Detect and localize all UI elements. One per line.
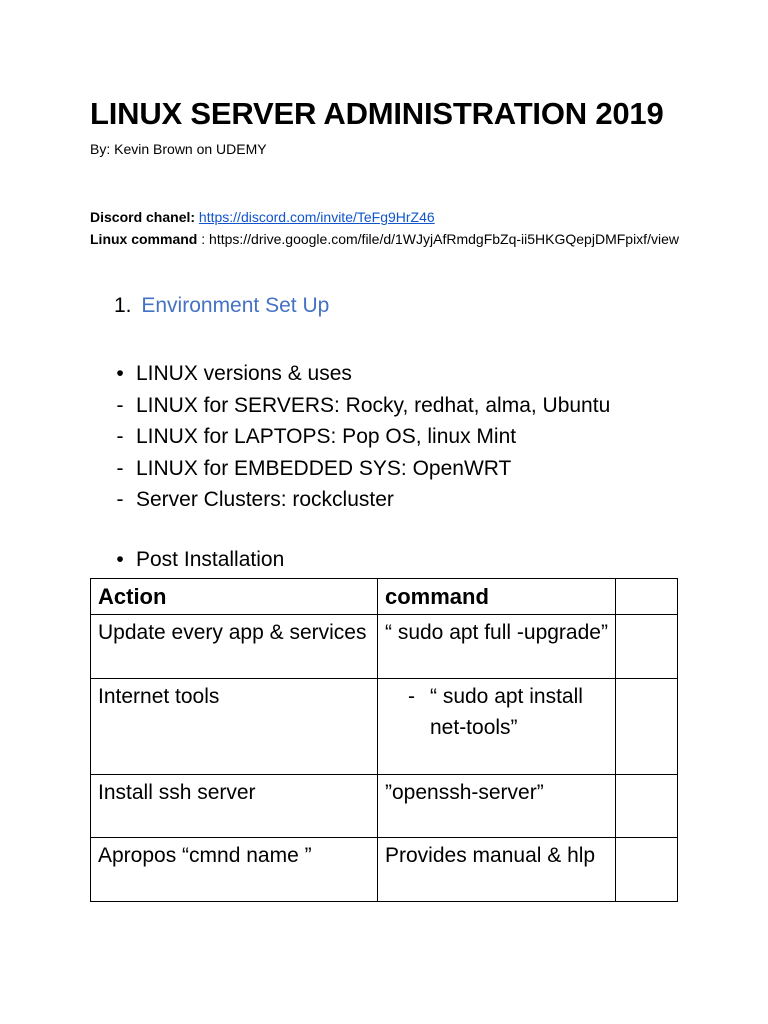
list-item-text: LINUX for LAPTOPS: Pop OS, linux Mint xyxy=(136,425,517,448)
table-cell-empty xyxy=(616,838,678,902)
discord-link[interactable]: https://discord.com/invite/TeFg9HrZ46 xyxy=(198,209,435,225)
list-item-text: LINUX for SERVERS: Rocky, redhat, alma, Ubuntu xyxy=(136,393,611,417)
post-installation-item xyxy=(112,548,284,572)
table-cell-empty xyxy=(616,775,678,838)
document-title: LINUX SERVER ADMINISTRATION 2019 xyxy=(90,96,664,131)
linux-command-line xyxy=(90,228,690,250)
list-item xyxy=(112,358,610,390)
list-item xyxy=(112,453,610,485)
list-item xyxy=(112,484,610,516)
dash-marker: - xyxy=(408,685,415,708)
dash-marker: - xyxy=(116,393,124,417)
author-byline: By: Kevin Brown on UDEMY xyxy=(90,141,267,157)
bullet-marker: • xyxy=(116,548,124,571)
table-cell-command: “ sudo apt full -upgrade” xyxy=(378,615,616,679)
table-row xyxy=(91,679,678,775)
table-cell-empty xyxy=(616,615,678,679)
dash-marker: - xyxy=(116,488,124,511)
dash-marker: - xyxy=(116,425,124,448)
table-cell-command xyxy=(378,679,616,775)
table-row xyxy=(91,838,678,902)
section-title: Environment Set Up xyxy=(141,294,330,317)
table-cell-action: Apropos “cmnd name ” xyxy=(91,838,378,902)
section-heading xyxy=(114,294,329,318)
table-cell-command: Provides manual & hlp xyxy=(378,838,616,902)
links-block xyxy=(90,206,690,250)
list-item xyxy=(112,421,610,453)
table-cell-command-text: “ sudo apt install net-tools” xyxy=(430,685,583,739)
table-cell-action: Update every app & services xyxy=(91,615,378,679)
linux-command-url: https://drive.google.com/file/d/1WJyjAfRmdgFbZq-ii5HKGQepjDMFpixf/view xyxy=(209,231,679,247)
discord-line xyxy=(90,206,690,228)
linux-command-label: Linux command xyxy=(90,231,198,247)
section-number: 1. xyxy=(114,294,132,317)
list-item xyxy=(112,390,610,422)
linux-versions-list xyxy=(112,358,610,516)
table-cell-command: ”openssh-server” xyxy=(378,775,616,838)
list-item-text: LINUX for EMBEDDED SYS: OpenWRT xyxy=(136,456,512,480)
header-command: command xyxy=(378,579,616,615)
post-installation-table xyxy=(90,578,678,902)
table-cell-action: Install ssh server xyxy=(91,775,378,838)
list-item-text: LINUX versions & uses xyxy=(136,362,352,385)
linux-command-separator: : xyxy=(197,231,210,247)
bullet-marker: • xyxy=(116,362,124,385)
discord-label: Discord chanel: xyxy=(90,209,196,225)
list-item-text: Post Installation xyxy=(136,548,285,571)
list-item-text: Server Clusters: rockcluster xyxy=(136,488,394,511)
table-cell-action: Internet tools xyxy=(91,679,378,775)
table-row xyxy=(91,775,678,838)
table-row xyxy=(91,615,678,679)
dash-marker: - xyxy=(116,456,124,480)
header-action: Action xyxy=(91,579,378,615)
table-cell-empty xyxy=(616,679,678,775)
table-cell-empty xyxy=(616,579,678,615)
table-header-row xyxy=(91,579,678,615)
